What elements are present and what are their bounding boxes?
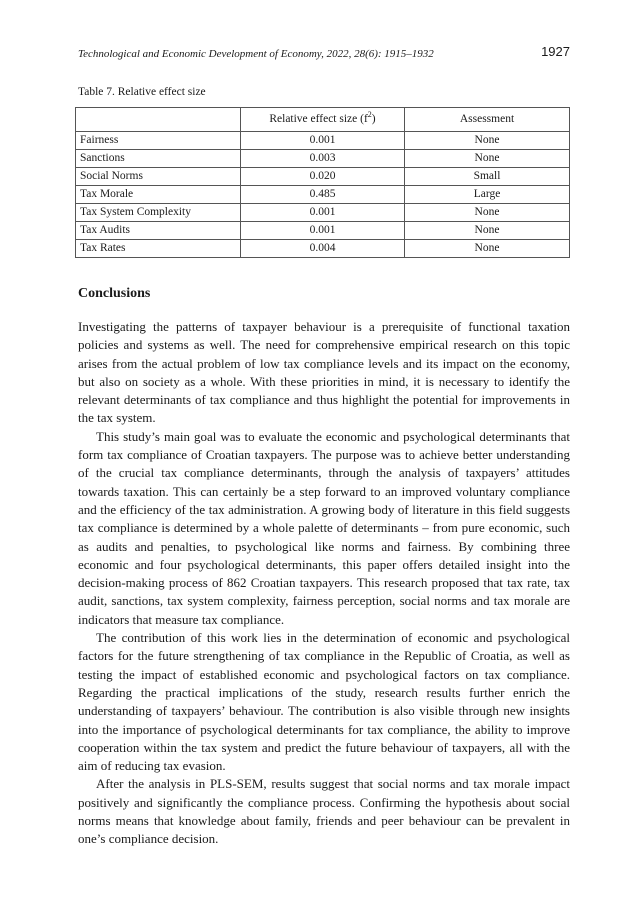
factor-cell: Social Norms (76, 168, 241, 186)
paragraph: After the analysis in PLS-SEM, results suggest that social norms and tax morale impact positively and significantly the compliance process. Confirming the hypothesis about social norms means that knowledge about family, friends and peer behaviour can be prevalent in one’s compliance decision. (78, 776, 570, 847)
effect-cell: 0.001 (241, 222, 405, 240)
effect-cell: 0.003 (241, 150, 405, 168)
header-factor (76, 108, 241, 132)
page-number: 1927 (541, 44, 570, 59)
table-header-row (76, 108, 570, 132)
running-head: Technological and Economic Development of Economy, 2022, 28(6): 1915–1932 (78, 48, 434, 60)
effect-size-table (75, 107, 570, 258)
header-assessment: Assessment (405, 108, 570, 132)
header-effect-size: Relative effect size $(f^2)$ (241, 108, 405, 132)
paragraph: This study’s main goal was to evaluate the economic and psychological determinants that form tax compliance of Croatian taxpayers. The purpose was to achieve better understanding of the crucial tax compliance determinants, through the analysis of taxpayers’ attitudes towards taxation. This can certainly be a step forward to an improved voluntary compliance and the efficiency of the tax administration. A growing body of literature in this field suggests tax compliance is determined by a whole palette of determinants – from pure economic, such as audits and penalties, to psychological like norms and fairness. By combining three economic and four psychological determinants, this paper offers detailed insight into the decision-making process of 862 Croatian taxpayers. This research proposed that tax rate, tax audit, sanctions, tax system complexity, fairness perception, social norms and tax morale are indicators that measure tax compliance. (78, 428, 570, 627)
table-row (76, 150, 570, 168)
paragraph: The contribution of this work lies in the determination of economic and psychological factors for the future strengthening of tax compliance in the Republic of Croatia, as well as testing the impact of established economic and psychological factors on tax compliance. Regarding the practical implications of the study, research results further enrich the understanding of taxpayers’ behaviour. The contribution is also visible through new insights into the importance of psychological determinants for tax compliance, the ability to improve cooperation within the tax system and predict the future behaviour of taxpayers, all with the aim of reducing tax evasion. (78, 630, 570, 774)
factor-cell: Tax System Complexity (76, 204, 241, 222)
table-row (76, 222, 570, 240)
effect-cell: 0.001 (241, 132, 405, 150)
table-caption: Table 7. Relative effect size (78, 86, 206, 98)
table-row (76, 186, 570, 204)
factor-cell: Fairness (76, 132, 241, 150)
factor-cell: Tax Audits (76, 222, 241, 240)
page-header (78, 44, 570, 64)
table-row (76, 168, 570, 186)
assessment-cell: Large (405, 186, 570, 204)
effect-cell: 0.001 (241, 204, 405, 222)
factor-cell: Tax Rates (76, 240, 241, 258)
section-title: Conclusions (78, 286, 151, 301)
table-row (76, 240, 570, 258)
factor-cell: Tax Morale (76, 186, 241, 204)
effect-cell: 0.020 (241, 168, 405, 186)
body-text (78, 318, 570, 849)
paragraph: Investigating the patterns of taxpayer behaviour is a prerequisite of functional taxation policies and systems as well. The need for comprehensive empirical research on this topic arises from the actual problem of low tax compliance levels and its impact on the economy, but also on society as a whole. With these priorities in mind, it is necessary to identify the relevant determinants of tax compliance and thus highlight the potential for improvements in the tax system. (78, 319, 570, 426)
assessment-cell: Small (405, 168, 570, 186)
assessment-cell: None (405, 132, 570, 150)
factor-cell: Sanctions (76, 150, 241, 168)
assessment-cell: None (405, 222, 570, 240)
table-row (76, 204, 570, 222)
effect-cell: 0.485 (241, 186, 405, 204)
table-row (76, 132, 570, 150)
effect-cell: 0.004 (241, 240, 405, 258)
assessment-cell: None (405, 150, 570, 168)
assessment-cell: None (405, 204, 570, 222)
assessment-cell: None (405, 240, 570, 258)
